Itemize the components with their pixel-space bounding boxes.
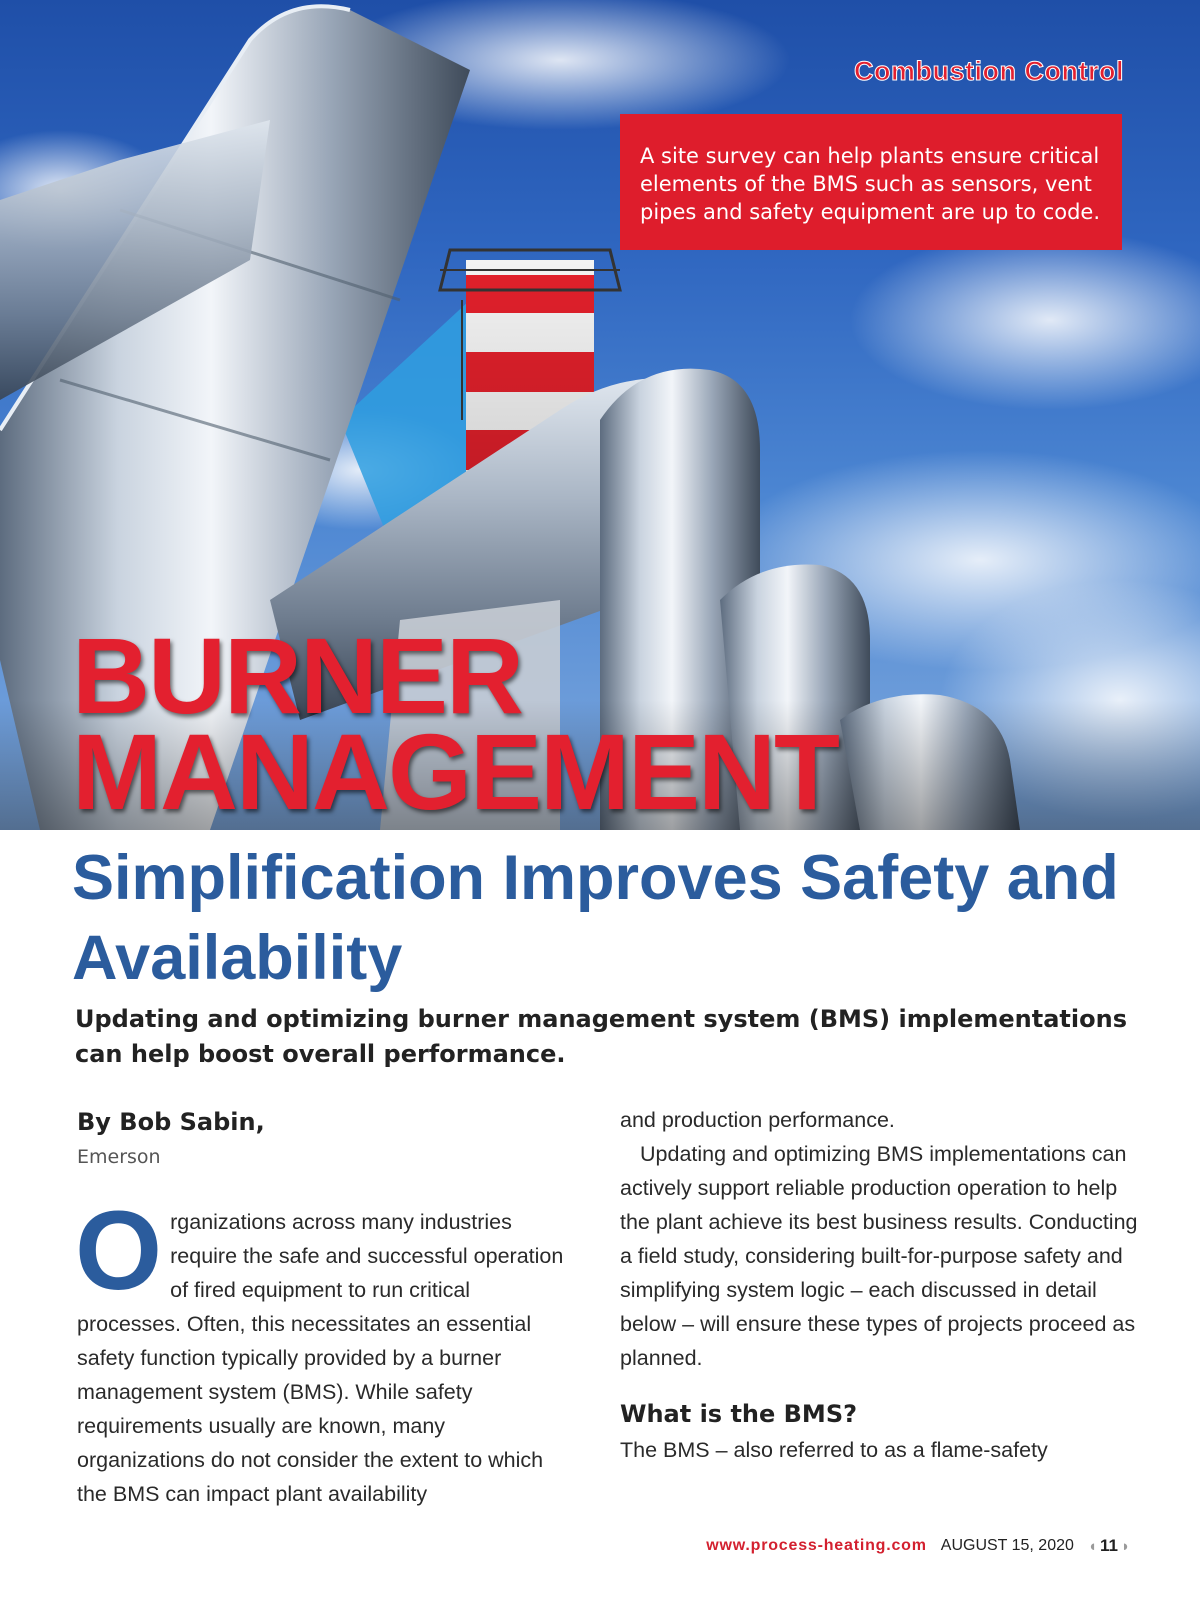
title-line-2: MANAGEMENT: [72, 711, 838, 830]
title-line-1: BURNER: [72, 615, 523, 736]
paragraph-3: The BMS – also referred to as a flame-safety: [620, 1438, 1048, 1462]
article-title: [72, 615, 838, 830]
body-column-right: [620, 1103, 1140, 1467]
left-arrow-icon: ◖: [1087, 1537, 1097, 1555]
paragraph-1: [75, 1188, 577, 1511]
right-arrow-icon: ◗: [1120, 1537, 1130, 1555]
issue-date: AUGUST 15, 2020: [940, 1537, 1074, 1554]
paragraph-1-continued: and production performance.: [620, 1108, 895, 1132]
paragraph-1-text: rganizations across many industries require the safe and successful operation of fired equipment to run critical processes. Often, this necessitates an essential safety function typically provided by a burner management system (BMS). While safety requirements usually are known, many organizations do not consider the extent to which the BMS can impact plant availability: [77, 1210, 564, 1506]
author-affiliation: Emerson: [77, 1146, 161, 1168]
page-number-badge: [1088, 1536, 1130, 1556]
author-byline: By Bob Sabin,: [77, 1108, 265, 1136]
page-number: 11: [1099, 1536, 1118, 1555]
photo-caption-box: [620, 114, 1122, 250]
article-subtitle: Simplification Improves Safety and Availability: [72, 843, 1119, 993]
page-footer: [706, 1532, 1130, 1560]
section-heading: What is the BMS?: [620, 1400, 858, 1428]
section-label: Combustion Control: [854, 56, 1124, 86]
website-link[interactable]: www.process-heating.com: [706, 1537, 927, 1554]
drop-cap: O: [75, 1188, 163, 1313]
body-column-left: [75, 1188, 577, 1511]
article-deck: Updating and optimizing burner management system (BMS) implementations can help boost overall performance.: [75, 1005, 1127, 1068]
paragraph-2: Updating and optimizing BMS implementations can actively support reliable production operation to help the plant achieve its best business results. Conducting a field study, considering built-for-purpose safety and simplifying system logic – each discussed in detail below – will ensure these types of projects proceed as planned.: [620, 1142, 1138, 1370]
photo-caption: A site survey can help plants ensure critical elements of the BMS such as sensors, vent pipes and safety equipment are up to code.: [640, 144, 1101, 224]
